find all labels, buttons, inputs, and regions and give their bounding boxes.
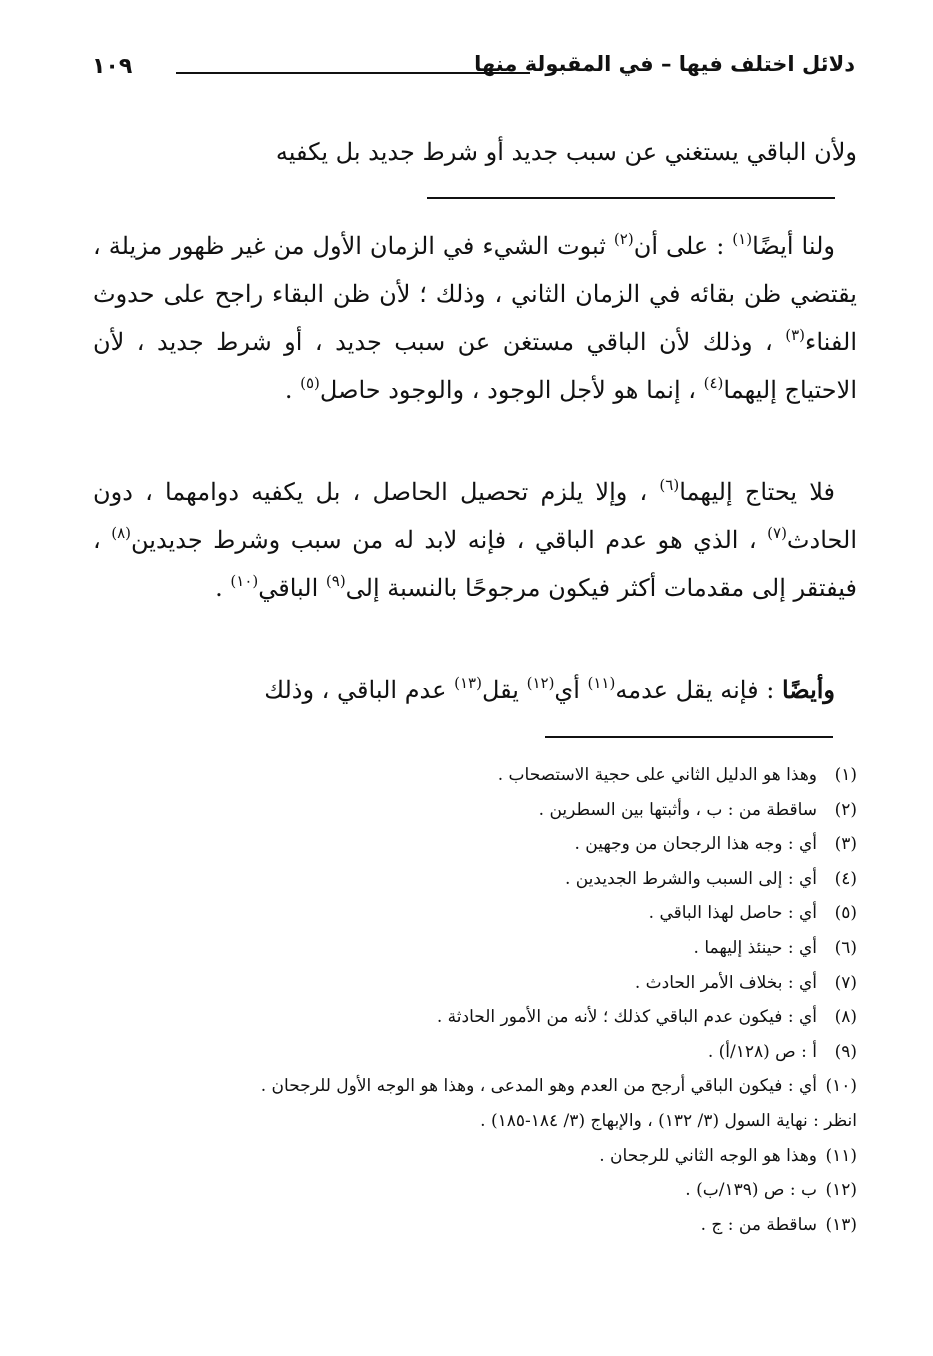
- footnote-number: (١١): [825, 1145, 857, 1166]
- footnote-7: [77, 966, 857, 1001]
- para2-text: ، فيفتقر إلى مقدمات أكثر فيكون مرجوحًا بالنسبة إلى: [93, 526, 857, 602]
- footnote-ref-7[interactable]: (٧): [767, 524, 787, 542]
- para1-text: ، إنما هو لأجل الوجود ، والوجود حاصل: [319, 376, 704, 404]
- footnote-ref-1[interactable]: (١): [732, 230, 753, 248]
- footnote-4: [77, 862, 857, 897]
- footnote-text: أي : بخلاف الأمر الحادث .: [634, 972, 817, 993]
- para2-text: .: [215, 574, 231, 602]
- footnote-ref-9[interactable]: (٩): [325, 572, 346, 590]
- footnote-number: (٢): [834, 799, 857, 820]
- footnote-5: [77, 896, 857, 931]
- footnote-number: (١٠): [825, 1076, 857, 1097]
- para1-text: ثبوت الشيء في الزمان الأول من غير ظهور مزيلة ، يقتضي ظن بقائه في الزمان الثاني ، وذلك ؛ لأن ظن البقاء راجح على حدوث الفناء: [93, 232, 857, 356]
- para3-text: عدم الباقي ، وذلك: [264, 676, 455, 704]
- footnote-text: أي : وجه هذا الرجحان من وجهين .: [574, 834, 817, 855]
- page-number: ١٠٩: [92, 54, 133, 79]
- footnote-number: (٣): [834, 834, 857, 855]
- footnote-text: وهذا هو الوجه الثاني للرجحان .: [599, 1145, 817, 1166]
- footnote-11: [77, 1139, 857, 1174]
- footnote-text: أ : ص (١٢٨/أ) .: [707, 1041, 817, 1062]
- footnote-12: [77, 1173, 857, 1208]
- footnote-text: ساقطة من : ب ، وأثبتها بين السطرين .: [538, 799, 817, 820]
- footnote-text: أي : فيكون عدم الباقي كذلك ؛ لأنه من الأمور الحادثة .: [436, 1007, 817, 1028]
- footnote-number: (١٣): [825, 1214, 857, 1235]
- para1-text: .: [284, 376, 301, 404]
- footnote-ref-10[interactable]: (١٠): [230, 572, 259, 590]
- footnote-2: [77, 793, 857, 828]
- para3-lead: وأيضًا: [781, 675, 835, 704]
- para1-text: : على أن: [633, 232, 733, 260]
- footnote-ref-8[interactable]: (٨): [111, 524, 131, 542]
- paragraph-1: [93, 222, 857, 414]
- footnote-ref-4[interactable]: (٤): [703, 374, 724, 392]
- footnote-text: ساقطة من : ج .: [700, 1214, 817, 1235]
- footnote-10: [77, 1069, 857, 1104]
- footnote-3: [77, 827, 857, 862]
- footnote-text: ب : ص (١٣٩/ب) .: [685, 1180, 817, 1201]
- footnote-ref-2[interactable]: (٢): [613, 230, 634, 248]
- footnotes-list: [77, 758, 857, 1242]
- footnote-number: (٨): [834, 1007, 857, 1028]
- footnote-1: [77, 758, 857, 793]
- footnote-ref-5[interactable]: (٥): [300, 374, 320, 392]
- footnote-10-continuation: انظر : نهاية السول (٣/ ١٣٢) ، والإبهاج (٣/ ١٨٤-١٨٥) .: [480, 1110, 857, 1131]
- footnote-text: أي : إلى السبب والشرط الجديدين .: [564, 868, 817, 889]
- para3-text: يقل: [481, 676, 527, 704]
- footnote-number: (٥): [834, 903, 857, 924]
- footnote-ref-11[interactable]: (١١): [587, 674, 616, 692]
- section-divider: [427, 197, 835, 199]
- footnote-text: أي : حاصل لهذا الباقي .: [648, 903, 817, 924]
- footnote-ref-6[interactable]: (٦): [659, 476, 680, 494]
- paragraph-3: [93, 666, 857, 714]
- footnote-9: [77, 1035, 857, 1070]
- footnote-number: (٦): [834, 937, 857, 958]
- footnote-ref-12[interactable]: (١٢): [526, 674, 555, 692]
- footnote-13: [77, 1208, 857, 1243]
- para2-text: الباقي: [258, 574, 326, 602]
- para2-text: ، وإلا يلزم تحصيل الحاصل ، بل يكفيه دوامهما ، دون الحادث: [93, 478, 857, 554]
- footnote-number: (٧): [834, 972, 857, 993]
- footnote-8: [77, 1000, 857, 1035]
- para1-text: ولنا أيضًا: [752, 232, 835, 260]
- para3-text: أي: [554, 676, 588, 704]
- footnote-number: (٩): [834, 1041, 857, 1062]
- header-rule: [176, 72, 530, 74]
- footnote-ref-13[interactable]: (١٣): [454, 674, 482, 692]
- footnote-number: (٤): [834, 868, 857, 889]
- running-title: دلائل اختلف فيها – في المقبولة منها: [474, 52, 855, 76]
- footnote-separator: [545, 736, 833, 738]
- footnote-number: (١٢): [825, 1180, 857, 1201]
- footnote-ref-3[interactable]: (٣): [785, 326, 806, 344]
- para1-text: ، وذلك لأن الباقي مستغن عن سبب جديد ، أو شرط جديد ، لأن الاحتياج إليهما: [93, 328, 857, 404]
- footnote-text: وهذا هو الدليل الثاني على حجية الاستصحاب .: [497, 765, 817, 785]
- footnote-text: أي : حينئذ إليهما .: [693, 937, 817, 958]
- footnote-text: أي : فيكون الباقي أرجح من العدم وهو المدعى ، وهذا هو الوجه الأول للرجحان .: [260, 1076, 817, 1097]
- para2-text: فلا يحتاج إليهما: [679, 478, 835, 506]
- footnote-number: (١): [834, 765, 857, 785]
- paragraph-2: [93, 468, 857, 612]
- para2-text: ، الذي هو عدم الباقي ، فإنه لابد له من سبب وشرط جديدين: [131, 526, 768, 554]
- footnote-6: [77, 931, 857, 966]
- top-fragment-line: ولأن الباقي يستغني عن سبب جديد أو شرط جديد بل يكفيه: [275, 138, 857, 166]
- para3-text: : فإنه يقل عدمه: [615, 676, 782, 704]
